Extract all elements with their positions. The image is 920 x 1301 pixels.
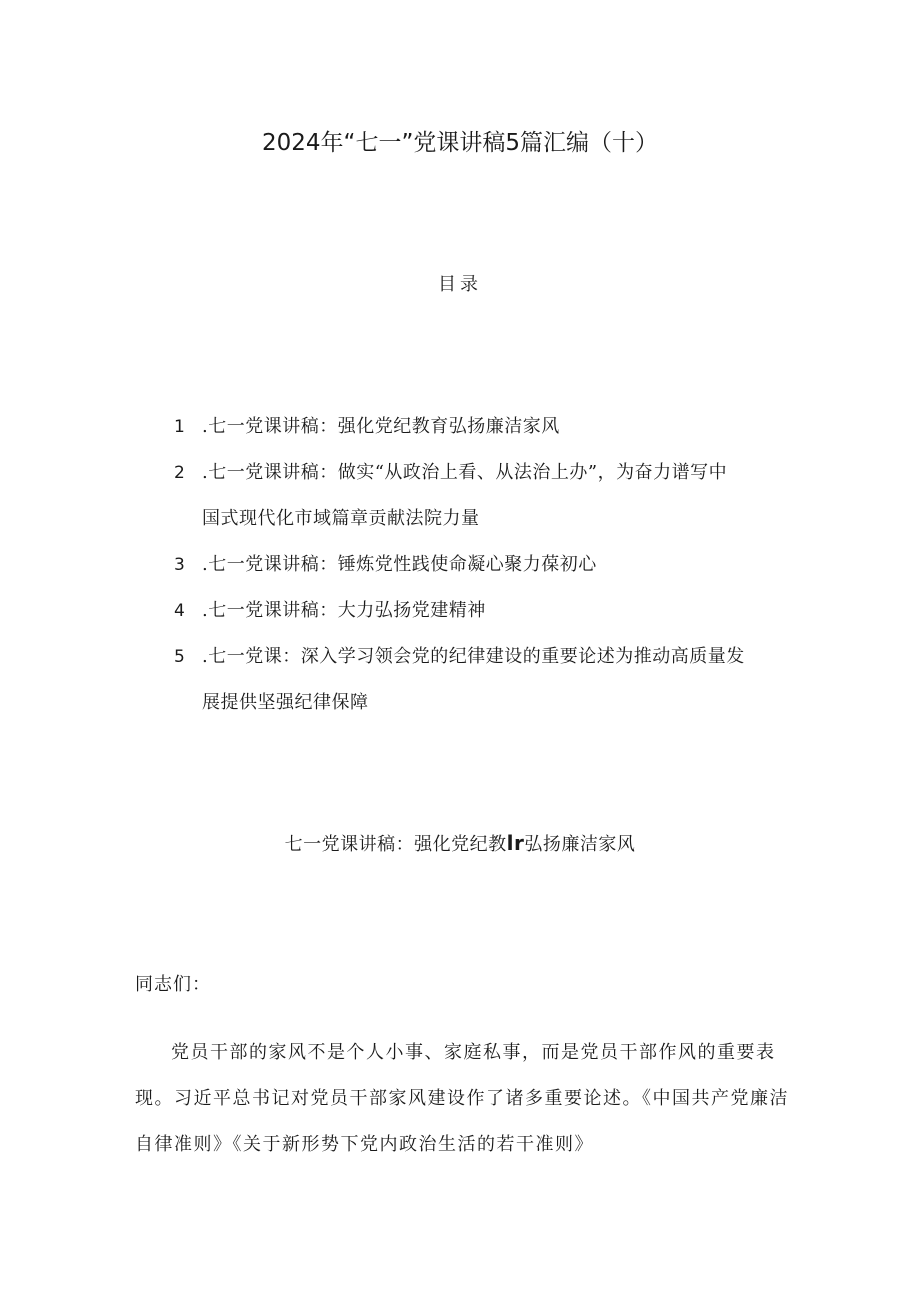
toc-item-line: 展提供坚强纪律保障: [202, 692, 369, 713]
toc-item-number: 4: [174, 601, 186, 621]
toc-item-line: .七一党课讲稿：强化党纪教育弘扬廉洁家风: [202, 416, 560, 437]
toc-heading: 目录: [438, 274, 482, 295]
toc-item-number: 1: [174, 417, 186, 437]
toc-item-text: [202, 404, 793, 450]
section-title-part: 弘扬廉洁家风: [524, 834, 636, 855]
toc-item-number: 3: [174, 555, 186, 575]
toc-item-line: .七一党课讲稿：做实“从政治上看、从法治上办”，为奋力谱写中: [202, 462, 728, 483]
toc-item-number: 2: [174, 463, 186, 483]
table-of-contents: [168, 404, 793, 726]
toc-item[interactable]: [168, 450, 793, 496]
body-paragraph: 党员干部的家风不是个人小事、家庭私事，而是党员干部作风的重要表现。习近平总书记对党员干部家风建设作了诸多重要论述。《中国共产党廉洁自律准则》《关于新形势下党内政治生活的若干准则》: [135, 1042, 789, 1155]
section-title-part: 七一党课讲稿：强化党纪教: [284, 834, 507, 855]
greeting: 同志们：: [135, 974, 211, 995]
section-title-part: lr: [506, 831, 525, 855]
toc-item[interactable]: [168, 588, 793, 634]
toc-item-continuation: [168, 680, 793, 726]
toc-item-continuation: [168, 496, 793, 542]
toc-item-line: .七一党课：深入学习领会党的纪律建设的重要论述为推动高质量发: [202, 646, 745, 667]
toc-item[interactable]: [168, 404, 793, 450]
toc-item-text: [202, 634, 793, 680]
toc-item-line: .七一党课讲稿：大力弘扬党建精神: [202, 600, 486, 621]
document-title: 2024年“七一”党课讲稿5篇汇编（十）: [262, 130, 658, 156]
toc-item[interactable]: [168, 634, 793, 680]
toc-item-line: 国式现代化市域篇章贡献法院力量: [202, 508, 480, 529]
toc-item[interactable]: [168, 542, 793, 588]
toc-item-text: [202, 450, 793, 496]
toc-item-text: [202, 542, 793, 588]
toc-item-text: [202, 588, 793, 634]
section-title: [0, 830, 920, 856]
toc-item-number: 5: [174, 647, 186, 667]
toc-item-line: .七一党课讲稿：锤炼党性践使命凝心聚力葆初心: [202, 554, 597, 575]
